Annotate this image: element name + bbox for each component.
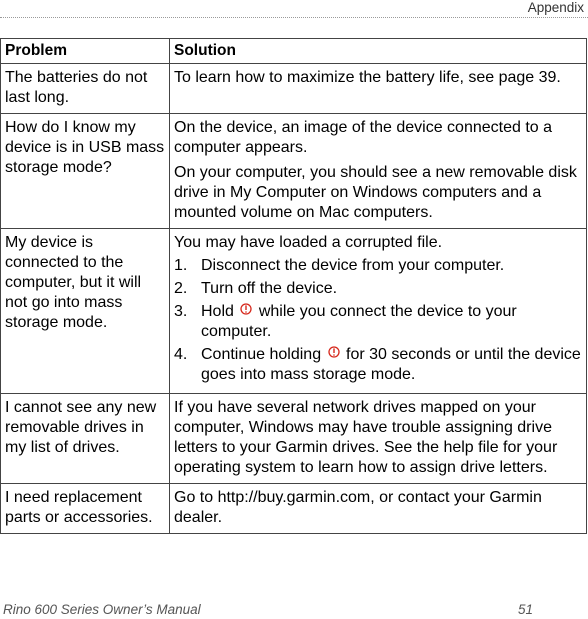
footer-page-number: 51 — [517, 602, 533, 617]
solution-cell — [170, 394, 587, 484]
list-item — [174, 345, 582, 385]
problem-cell: The batteries do not last long. — [1, 64, 170, 114]
solution-text: You may have loaded a corrupted file. — [174, 234, 443, 251]
list-item — [174, 256, 582, 276]
step-text-part: for 30 seconds or until the device goes into mass storage mode. — [201, 346, 581, 383]
step-text-part: Hold — [201, 303, 234, 320]
power-key-icon — [328, 346, 340, 358]
solution-cell — [170, 484, 587, 534]
step-number: 3. — [174, 303, 188, 320]
step-text — [201, 279, 582, 299]
column-header-solution: Solution — [170, 39, 587, 64]
table-row — [1, 394, 587, 484]
troubleshooting-table — [0, 38, 587, 534]
problem-cell: My device is connected to the computer, but it will not go into mass storage mode. — [1, 229, 170, 394]
list-item — [174, 302, 582, 342]
list-item — [174, 279, 582, 299]
footer-manual-title: Rino 600 Series Owner’s Manual — [3, 602, 201, 617]
power-key-icon — [240, 303, 252, 315]
solution-text: If you have several network drives mapped on your computer, Windows may have trouble assigning drive letters to your Garmin drives. See the help file for your operating system to learn how to assign drive letters. — [174, 399, 558, 476]
solution-cell — [170, 229, 587, 394]
table-row — [1, 229, 587, 394]
steps-list — [174, 256, 582, 385]
solution-text: On your computer, you should see a new removable disk drive in My Computer on Windows computers and a mounted volume on Mac computers. — [174, 164, 577, 221]
step-number: 1. — [174, 257, 188, 274]
table-row — [1, 114, 587, 229]
solution-cell — [170, 64, 587, 114]
step-number: 2. — [174, 280, 188, 297]
step-text — [201, 256, 582, 276]
step-text — [201, 302, 582, 342]
step-text-part: Continue holding — [201, 346, 322, 363]
solution-cell — [170, 114, 587, 229]
step-text-part: Disconnect the device from your computer. — [201, 257, 505, 274]
solution-text: To learn how to maximize the battery life, see page 39. — [174, 69, 561, 86]
problem-cell: I need replacement parts or accessories. — [1, 484, 170, 534]
header-rule — [0, 17, 588, 18]
step-text-part: while you connect the device to your computer. — [201, 303, 517, 340]
table-row — [1, 64, 587, 114]
section-title: Appendix — [527, 0, 584, 15]
step-text-part: Turn off the device. — [201, 280, 338, 297]
table-row — [1, 484, 587, 534]
problem-cell: How do I know my device is in USB mass storage mode? — [1, 114, 170, 229]
step-text — [201, 345, 582, 385]
table-header-row — [1, 39, 587, 64]
column-header-problem: Problem — [1, 39, 170, 64]
step-number: 4. — [174, 346, 188, 363]
solution-text: On the device, an image of the device connected to a computer appears. — [174, 119, 553, 156]
problem-cell: I cannot see any new removable drives in my list of drives. — [1, 394, 170, 484]
solution-text: Go to http://buy.garmin.com, or contact your Garmin dealer. — [174, 489, 542, 526]
